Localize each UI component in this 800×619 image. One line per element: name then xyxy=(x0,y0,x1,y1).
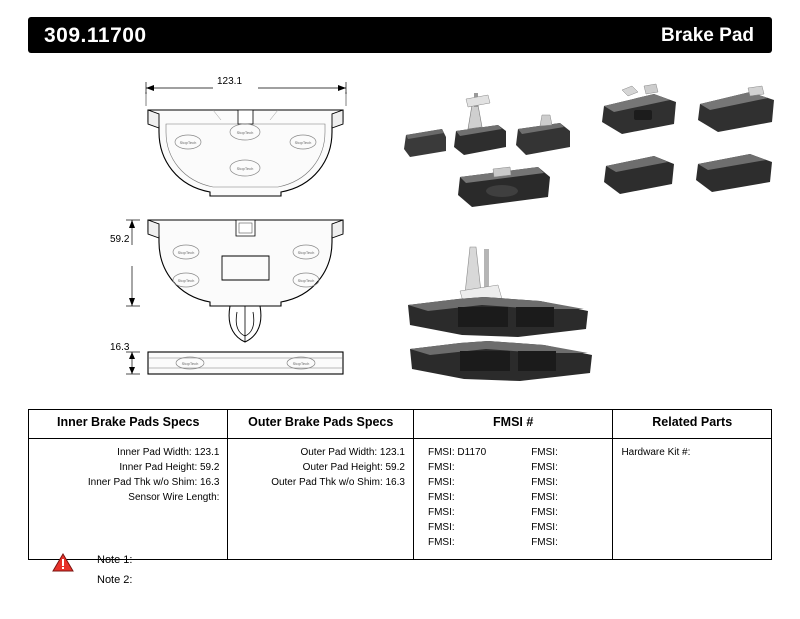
dimension-height: 59.2 xyxy=(110,234,130,245)
fmsi-value: FMSI: xyxy=(427,507,455,518)
svg-text:StopTech: StopTech xyxy=(177,250,195,255)
column-body-fmsi xyxy=(414,439,612,559)
column-outer-specs xyxy=(228,410,414,559)
page-title: Brake Pad xyxy=(661,25,754,46)
column-related-parts xyxy=(613,410,771,559)
svg-text:StopTech: StopTech xyxy=(297,278,315,283)
spec-row: Outer Pad Thk w/o Shim: 16.3 xyxy=(271,477,405,488)
fmsi-value: FMSI: xyxy=(531,462,558,473)
spec-row: Inner Pad Height: 59.2 xyxy=(119,462,220,473)
header-bar xyxy=(28,17,772,53)
photo-pad-set-back xyxy=(598,80,783,220)
column-header-inner: Inner Brake Pads Specs xyxy=(29,410,227,439)
table-row xyxy=(414,490,612,505)
part-number: 309.11700 xyxy=(44,24,147,47)
fmsi-value: FMSI: D1170 xyxy=(427,447,487,458)
column-header-related: Related Parts xyxy=(613,410,771,439)
table-row xyxy=(414,445,612,460)
fmsi-value: FMSI: xyxy=(427,522,455,533)
table-row xyxy=(414,535,612,550)
column-body-outer xyxy=(228,439,413,559)
spec-row: Outer Pad Width: 123.1 xyxy=(300,447,405,458)
svg-text:StopTech: StopTech xyxy=(177,278,195,283)
fmsi-value: FMSI: xyxy=(531,507,558,518)
fmsi-value: FMSI: xyxy=(531,522,558,533)
pad-back-view xyxy=(148,220,343,342)
photo-pad-set-front xyxy=(398,85,593,215)
dimension-thickness: 16.3 xyxy=(110,342,130,353)
column-header-outer: Outer Brake Pads Specs xyxy=(228,410,413,439)
table-row xyxy=(414,505,612,520)
pad-front-view xyxy=(148,110,343,196)
orthographic-views xyxy=(118,80,398,390)
column-inner-specs xyxy=(29,410,228,559)
svg-text:StopTech: StopTech xyxy=(292,361,310,366)
svg-text:StopTech: StopTech xyxy=(297,250,315,255)
spec-table xyxy=(28,409,772,560)
warning-icon xyxy=(52,553,74,572)
svg-text:StopTech: StopTech xyxy=(179,140,197,145)
spec-row: Inner Pad Thk w/o Shim: 16.3 xyxy=(87,477,220,488)
svg-text:StopTech: StopTech xyxy=(236,130,254,135)
spec-row: Sensor Wire Length: xyxy=(128,492,220,503)
spec-row: Inner Pad Width: 123.1 xyxy=(117,447,220,458)
table-row xyxy=(414,520,612,535)
fmsi-value: FMSI: xyxy=(531,492,558,503)
technical-drawing xyxy=(28,60,772,390)
fmsi-value: FMSI: xyxy=(427,537,455,548)
table-row xyxy=(414,460,612,475)
fmsi-value: FMSI: xyxy=(531,537,558,548)
svg-text:StopTech: StopTech xyxy=(181,361,199,366)
hardware-kit-row: Hardware Kit #: xyxy=(621,447,691,458)
svg-text:StopTech: StopTech xyxy=(294,140,312,145)
column-body-related xyxy=(613,439,771,559)
pad-edge-view xyxy=(148,352,343,374)
fmsi-value: FMSI: xyxy=(531,447,558,458)
spec-row: Outer Pad Height: 59.2 xyxy=(302,462,405,473)
svg-text:StopTech: StopTech xyxy=(236,166,254,171)
notes-section xyxy=(52,553,352,593)
table-row xyxy=(414,475,612,490)
fmsi-value: FMSI: xyxy=(427,492,455,503)
note-2-label: Note 2: xyxy=(97,574,133,586)
photo-pad-pair-with-sensor xyxy=(398,245,608,390)
fmsi-value: FMSI: xyxy=(531,477,558,488)
column-body-inner xyxy=(29,439,227,559)
fmsi-value: FMSI: xyxy=(427,477,455,488)
column-fmsi xyxy=(414,410,613,559)
dimension-top-width: 123.1 xyxy=(217,76,243,87)
note-1-label: Note 1: xyxy=(97,554,133,566)
note-row xyxy=(52,553,352,573)
fmsi-value: FMSI: xyxy=(427,462,455,473)
column-header-fmsi: FMSI # xyxy=(414,410,612,439)
note-row xyxy=(52,573,352,593)
